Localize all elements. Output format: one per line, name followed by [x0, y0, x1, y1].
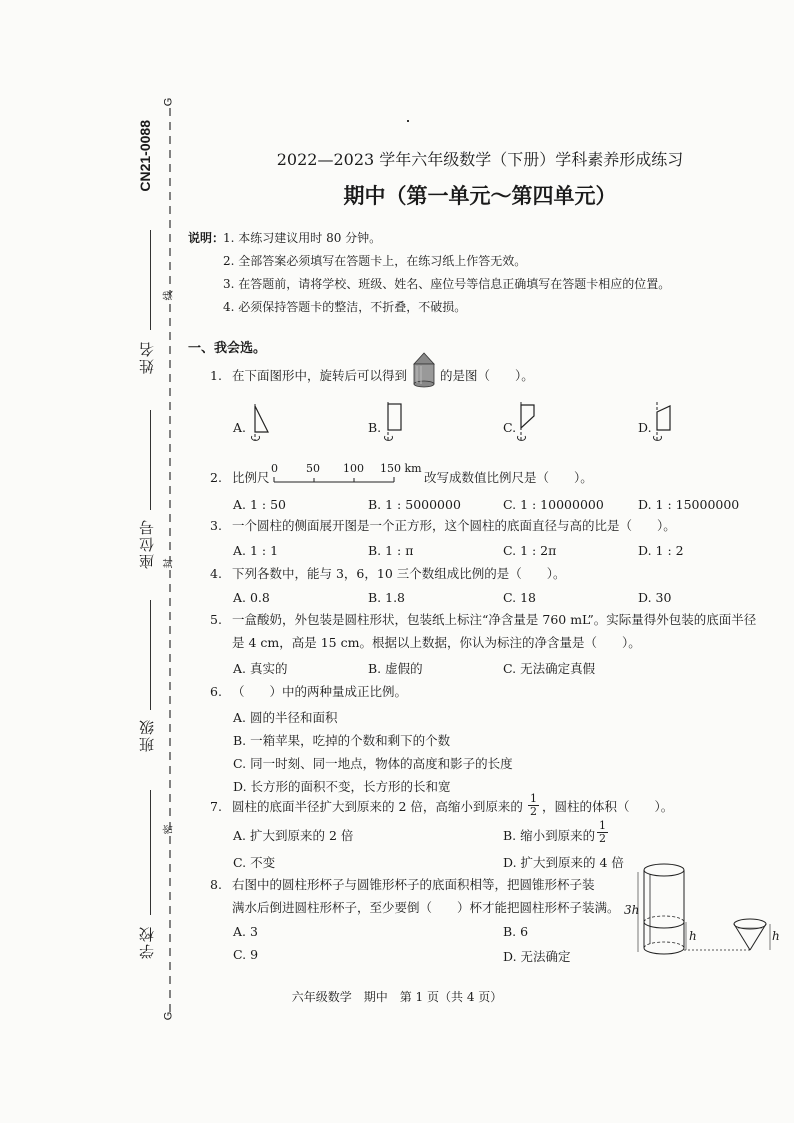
- exam-title: 2022—2023 学年六年级数学（下册）学科素养形成练习: [276, 150, 684, 169]
- question-number: 8.: [210, 877, 222, 892]
- option-c[interactable]: C.: [503, 420, 517, 435]
- question-number: 1.: [210, 368, 222, 383]
- option-b[interactable]: B. 6: [503, 924, 529, 939]
- cylinder-water-label: h: [689, 929, 697, 943]
- question-text: 圆柱的底面半径扩大到原来的 2 倍，高缩小到原来的: [232, 799, 523, 814]
- option-d[interactable]: D. 1 : 2: [638, 543, 684, 558]
- cylinder-height-label: 3h: [624, 903, 640, 917]
- option-a[interactable]: A. 3: [233, 924, 258, 939]
- question-text: 满水后倒进圆柱形杯子，至少要倒（ ）杯才能把圆柱形杯子装满。: [232, 900, 620, 915]
- option-d[interactable]: D. 30: [638, 590, 672, 605]
- question-text: 改写成数值比例尺是（ ）。: [424, 470, 593, 485]
- notes-label: 说明：: [188, 231, 225, 245]
- fraction-denominator: 2: [599, 832, 606, 845]
- shape-c-trapezoid-icon: [516, 400, 540, 446]
- question-text: 下列各数中，能与 3，6，10 三个数组成比例的是（ ）。: [232, 566, 566, 581]
- option-a[interactable]: A. 1 : 1: [233, 543, 279, 558]
- option-c[interactable]: C. 9: [233, 947, 259, 962]
- option-c[interactable]: C. 不变: [233, 855, 276, 870]
- option-b[interactable]: B. 虚假的: [368, 661, 423, 676]
- mark-top: G: [162, 97, 175, 107]
- scale-tick-label: 150 km: [380, 462, 422, 475]
- option-b[interactable]: B. 一箱苹果，吃掉的个数和剩下的个数: [233, 733, 451, 748]
- option-a[interactable]: A. 0.8: [233, 590, 270, 605]
- option-d[interactable]: D. 无法确定: [503, 949, 571, 964]
- dot: [407, 120, 409, 122]
- fraction-denominator: 2: [530, 805, 537, 818]
- option-b[interactable]: B. 1 : π: [368, 543, 414, 558]
- option-b[interactable]: B. 1.8: [368, 590, 406, 605]
- page-footer: 六年级数学 期中 第 1 页（共 4 页）: [291, 990, 503, 1004]
- shape-b-rectangle-icon: [383, 400, 405, 446]
- scale-tick-label: 100: [343, 462, 364, 475]
- question-text: 右图中的圆柱形杯子与圆锥形杯子的底面积相等，把圆锥形杯子装: [232, 877, 595, 892]
- question-number: 5.: [210, 612, 222, 627]
- paper-code: CN21-0088: [137, 120, 153, 192]
- class-label: 班级: [138, 718, 156, 752]
- option-a[interactable]: A. 圆的半径和面积: [233, 710, 338, 725]
- question-number: 3.: [210, 518, 222, 533]
- option-b[interactable]: B.: [368, 420, 382, 435]
- question-text: 一盒酸奶，外包装是圆柱形状，包装纸上标注“净含量是 760 mL”。实际量得外包装的底面半径: [232, 612, 757, 627]
- question-text: 的是图（ ）。: [440, 368, 534, 383]
- cylinder-cone-figure: [620, 858, 784, 964]
- option-d[interactable]: D. 1 : 15000000: [638, 497, 740, 512]
- option-c[interactable]: C. 无法确定真假: [503, 661, 596, 676]
- option-b[interactable]: B. 1 : 5000000: [368, 497, 461, 512]
- question-text: 一个圆柱的侧面展开图是一个正方形，这个圆柱的底面直径与高的比是（ ）。: [232, 518, 676, 533]
- question-text: （ ）中的两种量成正比例。: [232, 684, 408, 699]
- option-a[interactable]: A. 真实的: [233, 661, 288, 676]
- option-d[interactable]: D. 扩大到原来的 4 倍: [503, 855, 624, 870]
- note-item: 3. 在答题前，请将学校、班级、姓名、座位号等信息正确填写在答题卡相应的位置。: [223, 277, 671, 291]
- scale-tick-label: 50: [306, 462, 320, 475]
- name-label: 姓名: [138, 340, 156, 374]
- fraction-numerator: 1: [599, 819, 606, 832]
- question-number: 2.: [210, 470, 222, 485]
- option-a[interactable]: A.: [233, 420, 247, 435]
- question-number: 6.: [210, 684, 222, 699]
- school-label: 学校: [138, 925, 156, 959]
- shape-d-trapezoid-icon: [652, 400, 676, 446]
- cylinder-cone-icon: [410, 352, 438, 388]
- note-item: 1. 本练习建议用时 80 分钟。: [223, 231, 382, 245]
- shape-a-triangle-icon: [250, 402, 272, 446]
- option-c[interactable]: C. 同一时刻、同一地点，物体的高度和影子的长度: [233, 756, 513, 771]
- option-b[interactable]: B. 缩小到原来的: [503, 828, 596, 843]
- fraction-half: [597, 820, 608, 845]
- option-c[interactable]: C. 1 : 2π: [503, 543, 557, 558]
- option-c[interactable]: C. 18: [503, 590, 536, 605]
- question-number: 4.: [210, 566, 222, 581]
- seat-field-line[interactable]: [150, 410, 151, 510]
- question-text: 是 4 cm，高是 15 cm。根据以上数据，你认为标注的净含量是（ ）。: [232, 635, 641, 650]
- line-mark: 线: [163, 290, 175, 301]
- fraction-numerator: 1: [530, 792, 537, 805]
- option-d[interactable]: D. 长方形的面积不变，长方形的长和宽: [233, 779, 451, 794]
- class-field-line[interactable]: [150, 600, 151, 710]
- seat-label: 座位号: [138, 518, 156, 569]
- option-c[interactable]: C. 1 : 10000000: [503, 497, 604, 512]
- scale-tick-label: 0: [271, 462, 278, 475]
- fraction-half: [528, 793, 539, 818]
- question-number: 7.: [210, 799, 222, 814]
- option-a[interactable]: A. 扩大到原来的 2 倍: [233, 828, 354, 843]
- exam-subtitle: 期中（第一单元～第四单元）: [343, 183, 617, 208]
- option-a[interactable]: A. 1 : 50: [233, 497, 286, 512]
- seal-mark: 封: [163, 558, 175, 569]
- option-d[interactable]: D.: [638, 420, 652, 435]
- school-field-line[interactable]: [150, 790, 151, 915]
- question-text: 比例尺: [232, 470, 270, 485]
- name-field-line[interactable]: [150, 230, 151, 330]
- mark-bottom: G: [162, 1011, 175, 1021]
- section-title: 一、我会选。: [188, 341, 267, 356]
- scale-bar: [272, 472, 396, 486]
- question-text: ，圆柱的体积（ ）。: [542, 799, 674, 814]
- question-text: 在下面图形中，旋转后可以得到: [232, 368, 408, 383]
- cone-height-label: h: [772, 929, 780, 943]
- note-item: 2. 全部答案必须填写在答题卡上，在练习纸上作答无效。: [223, 254, 527, 268]
- seal2-mark: 密: [163, 824, 175, 835]
- note-item: 4. 必须保持答题卡的整洁，不折叠，不破损。: [223, 300, 467, 314]
